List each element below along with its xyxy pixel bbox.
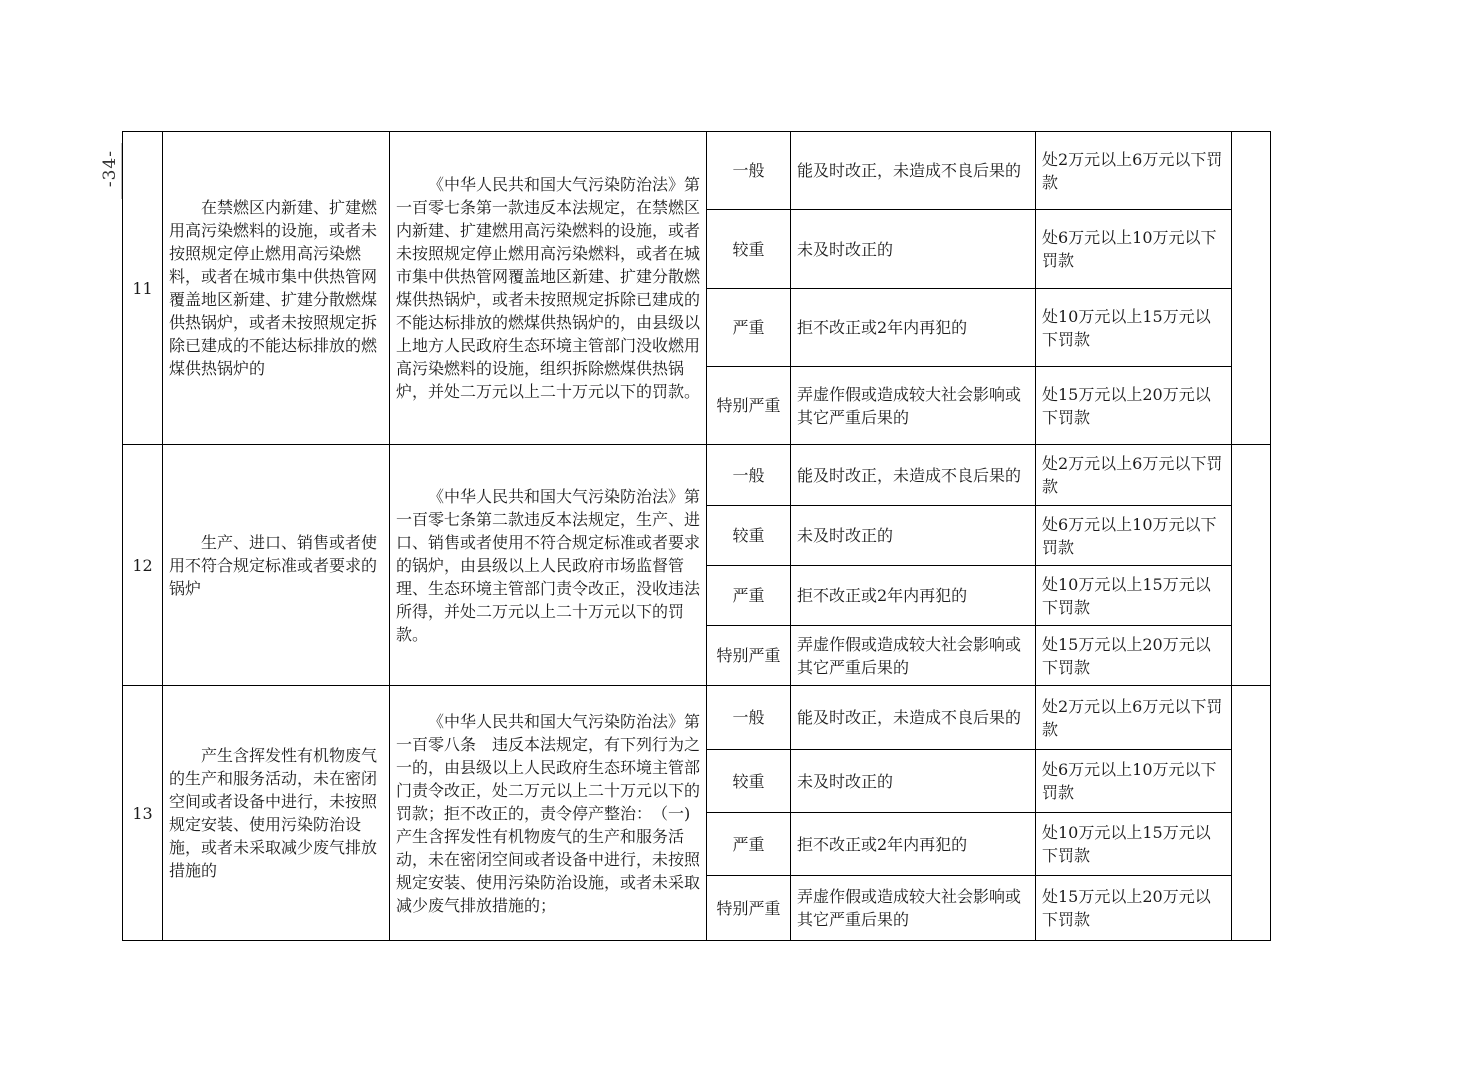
severity-level: 一般 bbox=[707, 132, 791, 210]
penalty-standard: 处10万元以上15万元以下罚款 bbox=[1036, 566, 1232, 626]
violation-behavior: 生产、进口、销售或者使用不符合规定标准或者要求的锅炉 bbox=[163, 445, 390, 686]
penalty-standard: 处6万元以上10万元以下罚款 bbox=[1036, 750, 1232, 813]
violation-condition: 能及时改正，未造成不良后果的 bbox=[791, 445, 1036, 506]
violation-condition: 拒不改正或2年内再犯的 bbox=[791, 566, 1036, 626]
table-row bbox=[123, 445, 1271, 506]
severity-level: 较重 bbox=[707, 210, 791, 289]
violation-condition: 未及时改正的 bbox=[791, 210, 1036, 289]
violation-condition: 未及时改正的 bbox=[791, 750, 1036, 813]
legal-basis: 《中华人民共和国大气污染防治法》第一百零七条第二款违反本法规定，生产、进口、销售或者使用不符合规定标准或者要求的锅炉，由县级以上人民政府市场监督管理、生态环境主管部门责令改正，没收违法所得，并处二万元以上二十万元以下的罚款。 bbox=[390, 445, 707, 686]
violation-condition: 未及时改正的 bbox=[791, 506, 1036, 566]
severity-level: 较重 bbox=[707, 506, 791, 566]
violation-condition: 能及时改正，未造成不良后果的 bbox=[791, 132, 1036, 210]
violation-condition: 弄虚作假或造成较大社会影响或其它严重后果的 bbox=[791, 876, 1036, 941]
penalty-standard: 处6万元以上10万元以下罚款 bbox=[1036, 506, 1232, 566]
penalty-standard: 处2万元以上6万元以下罚款 bbox=[1036, 445, 1232, 506]
penalty-standard: 处10万元以上15万元以下罚款 bbox=[1036, 289, 1232, 367]
legal-basis: 《中华人民共和国大气污染防治法》第一百零八条 违反本法规定，有下列行为之一的，由县级以上人民政府生态环境主管部门责令改正，处二万元以上二十万元以下的罚款；拒不改正的，责令停产整治： （一)产生含挥发性有机物废气的生产和服务活动，未在密闭空间或者设备中进行，未按照规定安装、使用污染防治设施，或者未采取减少废气排放措施的； bbox=[390, 686, 707, 941]
table-row bbox=[123, 686, 1271, 750]
legal-basis: 《中华人民共和国大气污染防治法》第一百零七条第一款违反本法规定，在禁燃区内新建、扩建燃用高污染燃料的设施，或者未按照规定停止燃用高污染燃料，或者在城市集中供热管网覆盖地区新建、扩建分散燃煤供热锅炉，或者未按照规定拆除已建成的不能达标排放的燃煤供热锅炉的，由县级以上地方人民政府生态环境主管部门没收燃用高污染燃料的设施，组织拆除燃煤供热锅炉，并处二万元以上二十万元以下的罚款。 bbox=[390, 132, 707, 445]
remarks-cell bbox=[1232, 686, 1271, 941]
item-number: 11 bbox=[123, 132, 163, 445]
violation-condition: 弄虚作假或造成较大社会影响或其它严重后果的 bbox=[791, 367, 1036, 445]
severity-level: 严重 bbox=[707, 566, 791, 626]
severity-level: 一般 bbox=[707, 686, 791, 750]
penalty-standard: 处10万元以上15万元以下罚款 bbox=[1036, 813, 1232, 876]
violation-condition: 拒不改正或2年内再犯的 bbox=[791, 813, 1036, 876]
violation-condition: 能及时改正，未造成不良后果的 bbox=[791, 686, 1036, 750]
severity-level: 严重 bbox=[707, 289, 791, 367]
severity-level: 较重 bbox=[707, 750, 791, 813]
severity-level: 严重 bbox=[707, 813, 791, 876]
severity-level: 特别严重 bbox=[707, 626, 791, 686]
violation-behavior: 产生含挥发性有机物废气的生产和服务活动，未在密闭空间或者设备中进行，未按照规定安装、使用污染防治设施，或者未采取减少废气排放措施的 bbox=[163, 686, 390, 941]
penalty-standard: 处2万元以上6万元以下罚款 bbox=[1036, 686, 1232, 750]
severity-level: 一般 bbox=[707, 445, 791, 506]
violation-condition: 弄虚作假或造成较大社会影响或其它严重后果的 bbox=[791, 626, 1036, 686]
penalty-standard: 处2万元以上6万元以下罚款 bbox=[1036, 132, 1232, 210]
violation-behavior: 在禁燃区内新建、扩建燃用高污染燃料的设施，或者未按照规定停止燃用高污染燃料，或者在城市集中供热管网覆盖地区新建、扩建分散燃煤供热锅炉，或者未按照规定拆除已建成的不能达标排放的燃煤供热锅炉的 bbox=[163, 132, 390, 445]
item-number: 12 bbox=[123, 445, 163, 686]
severity-level: 特别严重 bbox=[707, 367, 791, 445]
penalty-standard: 处15万元以上20万元以下罚款 bbox=[1036, 367, 1232, 445]
table-row bbox=[123, 132, 1271, 210]
severity-level: 特别严重 bbox=[707, 876, 791, 941]
penalty-standard: 处6万元以上10万元以下罚款 bbox=[1036, 210, 1232, 289]
page-number: -34- bbox=[100, 150, 120, 188]
penalty-standard: 处15万元以上20万元以下罚款 bbox=[1036, 876, 1232, 941]
penalty-table bbox=[122, 131, 1271, 941]
remarks-cell bbox=[1232, 445, 1271, 686]
penalty-standard: 处15万元以上20万元以下罚款 bbox=[1036, 626, 1232, 686]
violation-condition: 拒不改正或2年内再犯的 bbox=[791, 289, 1036, 367]
remarks-cell bbox=[1232, 132, 1271, 445]
item-number: 13 bbox=[123, 686, 163, 941]
